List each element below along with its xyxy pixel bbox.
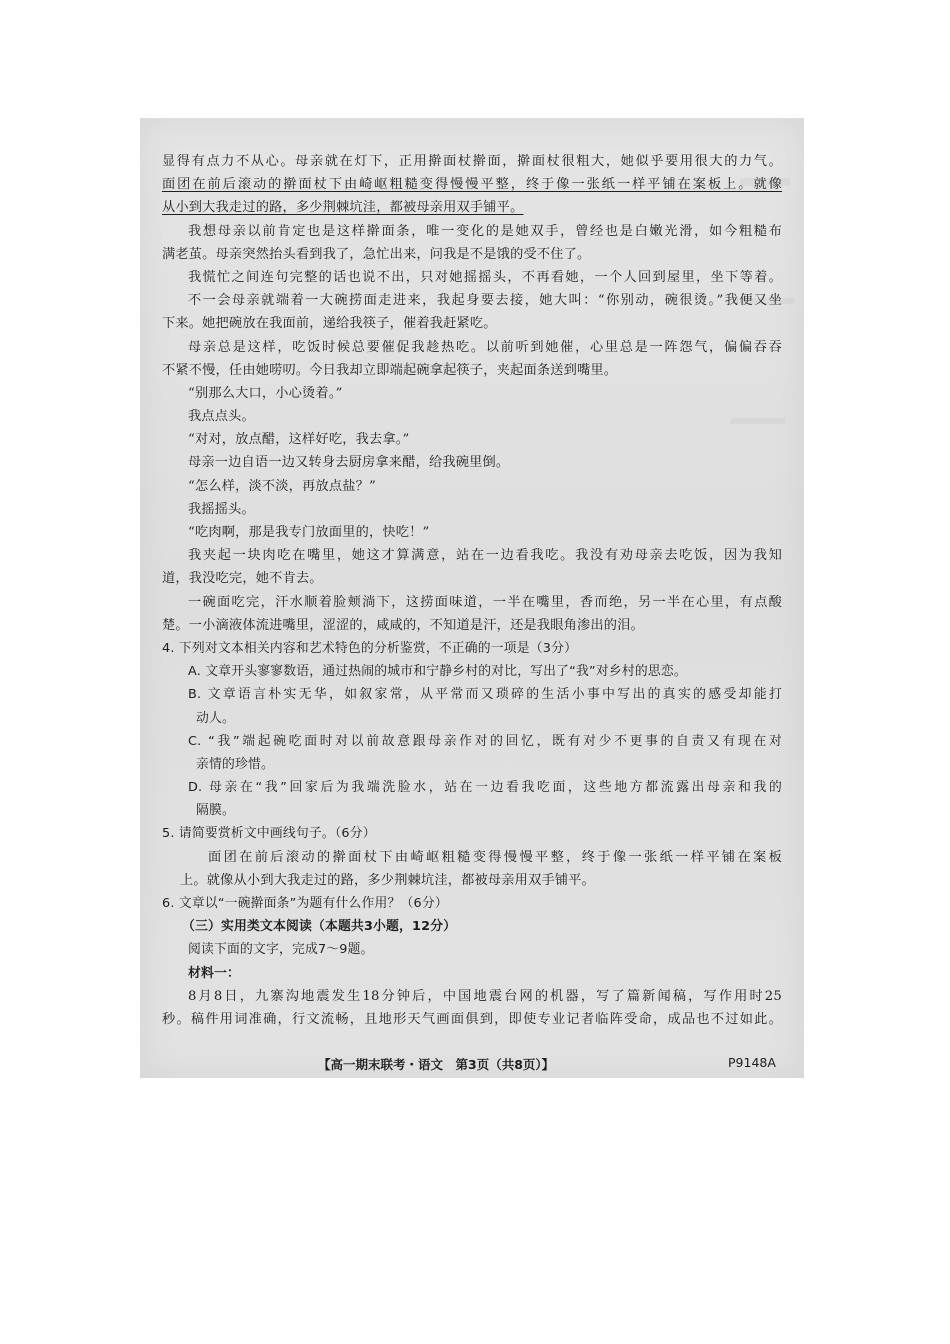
material-1-line: 秒。稿件用词准确，行文流畅，且地形天气画面俱到，即使专业记者临阵受命，成品也不过如此。	[162, 1011, 782, 1027]
section-3-heading: （三）实用类文本阅读（本题共3小题，12分）	[182, 919, 457, 935]
section-3-instruction: 阅读下面的文字，完成7～9题。	[188, 942, 374, 958]
passage-line: 下来。她把碗放在我面前，递给我筷子，催着我赶紧吃。	[162, 316, 497, 332]
passage-line: 我点点头。	[188, 409, 255, 425]
underlined-sentence-line: 从小到大我走过的路，多少荆棘坑洼，都被母亲用双手铺平。	[162, 200, 524, 216]
passage-line: 不紧不慢，任由她唠叨。今日我却立即端起碗拿起筷子，夹起面条送到嘴里。	[162, 362, 618, 378]
question-4-option-d-cont: 隔膜。	[196, 803, 235, 819]
question-6-stem: 6. 文章以“一碗擀面条”为题有什么作用？（6分）	[162, 896, 448, 911]
passage-line: 我摇摇头。	[188, 501, 255, 517]
question-4-option-c-cont: 亲情的珍惜。	[196, 756, 274, 772]
question-5-quote: 面团在前后滚动的擀面杖下由崎岖粗糙变得慢慢平整，终于像一张纸一样平铺在案板	[208, 849, 782, 865]
passage-line: 我慌忙之间连句完整的话也说不出，只对她摇摇头，不再看她，一个人回到屋里，坐下等着。	[188, 269, 782, 285]
passage-line: 显得有点力不从心。母亲就在灯下，正用擀面杖擀面，擀面杖很粗大，她似乎要用很大的力气。	[162, 154, 782, 169]
question-5-stem: 5. 请简要赏析文中画线句子。（6分）	[162, 826, 376, 842]
question-4-option-b-cont: 动人。	[196, 710, 235, 726]
underlined-sentence-line: 面团在前后滚动的擀面杖下由崎岖粗糙变得慢慢平整，终于像一张纸一样平铺在案板上。就像	[162, 177, 782, 193]
passage-line: 母亲总是这样，吃饭时候总要催促我趁热吃。以前听到她催，心里总是一阵怨气，偏偏吞吞	[188, 339, 782, 355]
material-1-line: 8月8日，九寨沟地震发生18分钟后，中国地震台网的机器，写了篇新闻稿，写作用时25	[188, 988, 782, 1004]
passage-line: 母亲一边自语一边又转身去厨房拿来醋，给我碗里倒。	[188, 455, 510, 471]
passage-line: 一碗面吃完，汗水顺着脸颊淌下，这捞面味道，一半在嘴里，香而绝，另一半在心里，有点酸	[188, 594, 782, 610]
passage-line: 不一会母亲就端着一大碗捞面走进来，我起身要去接，她大叫：“你别动，碗很烫。”我便又坐	[188, 293, 782, 309]
passage-line: “吃肉啊，那是我专门放面里的，快吃！”	[188, 525, 430, 540]
passage-line: “别那么大口，小心烫着。”	[188, 385, 343, 401]
question-5-quote-cont: 上。就像从小到大我走过的路，多少荆棘坑洼，都被母亲用双手铺平。	[180, 872, 596, 888]
question-4-stem: 4. 下列对文本相关内容和艺术特色的分析鉴赏，不正确的一项是（3分）	[162, 640, 578, 656]
passage-line: “对对，放点醋，这样好吃，我去拿。”	[188, 432, 410, 448]
passage-line: 满老茧。母亲突然抬头看到我了，急忙出来，问我是不是饿的受不住了。	[162, 246, 591, 262]
page-footer	[140, 1055, 804, 1075]
passage-line: “怎么样，淡不淡，再放点盐？”	[188, 478, 376, 494]
passage-line: 我想母亲以前肯定也是这样擀面条，唯一变化的是她双手，曾经也是白嫩光滑，如今粗糙布	[188, 223, 782, 239]
footer-code: P9148A	[728, 1055, 776, 1070]
material-1-label: 材料一：	[188, 965, 240, 981]
page-content	[162, 150, 782, 1031]
passage-line: 我夹起一块肉吃在嘴里，她这才算满意，站在一边看我吃。我没有劝母亲去吃饭，因为我知	[188, 548, 782, 564]
footer-title: 【高一期末联考・语文 第3页（共8页）】	[318, 1057, 555, 1072]
passage-line: 道，我没吃完，她不肯去。	[162, 571, 323, 587]
question-4-option-a: A. 文章开头寥寥数语，通过热闹的城市和宁静乡村的对比，写出了“我”对乡村的思恋。	[188, 664, 687, 680]
question-4-option-c: C. “我”端起碗吃面时对以前故意跟母亲作对的回忆，既有对少不更事的自责又有现在对	[188, 733, 782, 749]
passage-line: 楚。一小滴液体流进嘴里，涩涩的，咸咸的，不知道是汗，还是我眼角渗出的泪。	[162, 617, 644, 633]
question-4-option-b: B. 文章语言朴实无华，如叙家常，从平常而又琐碎的生活小事中写出的真实的感受却能打	[188, 687, 782, 703]
question-4-option-d: D. 母亲在“我”回家后为我端洗脸水，站在一边看我吃面，这些地方都流露出母亲和我的	[188, 780, 782, 796]
